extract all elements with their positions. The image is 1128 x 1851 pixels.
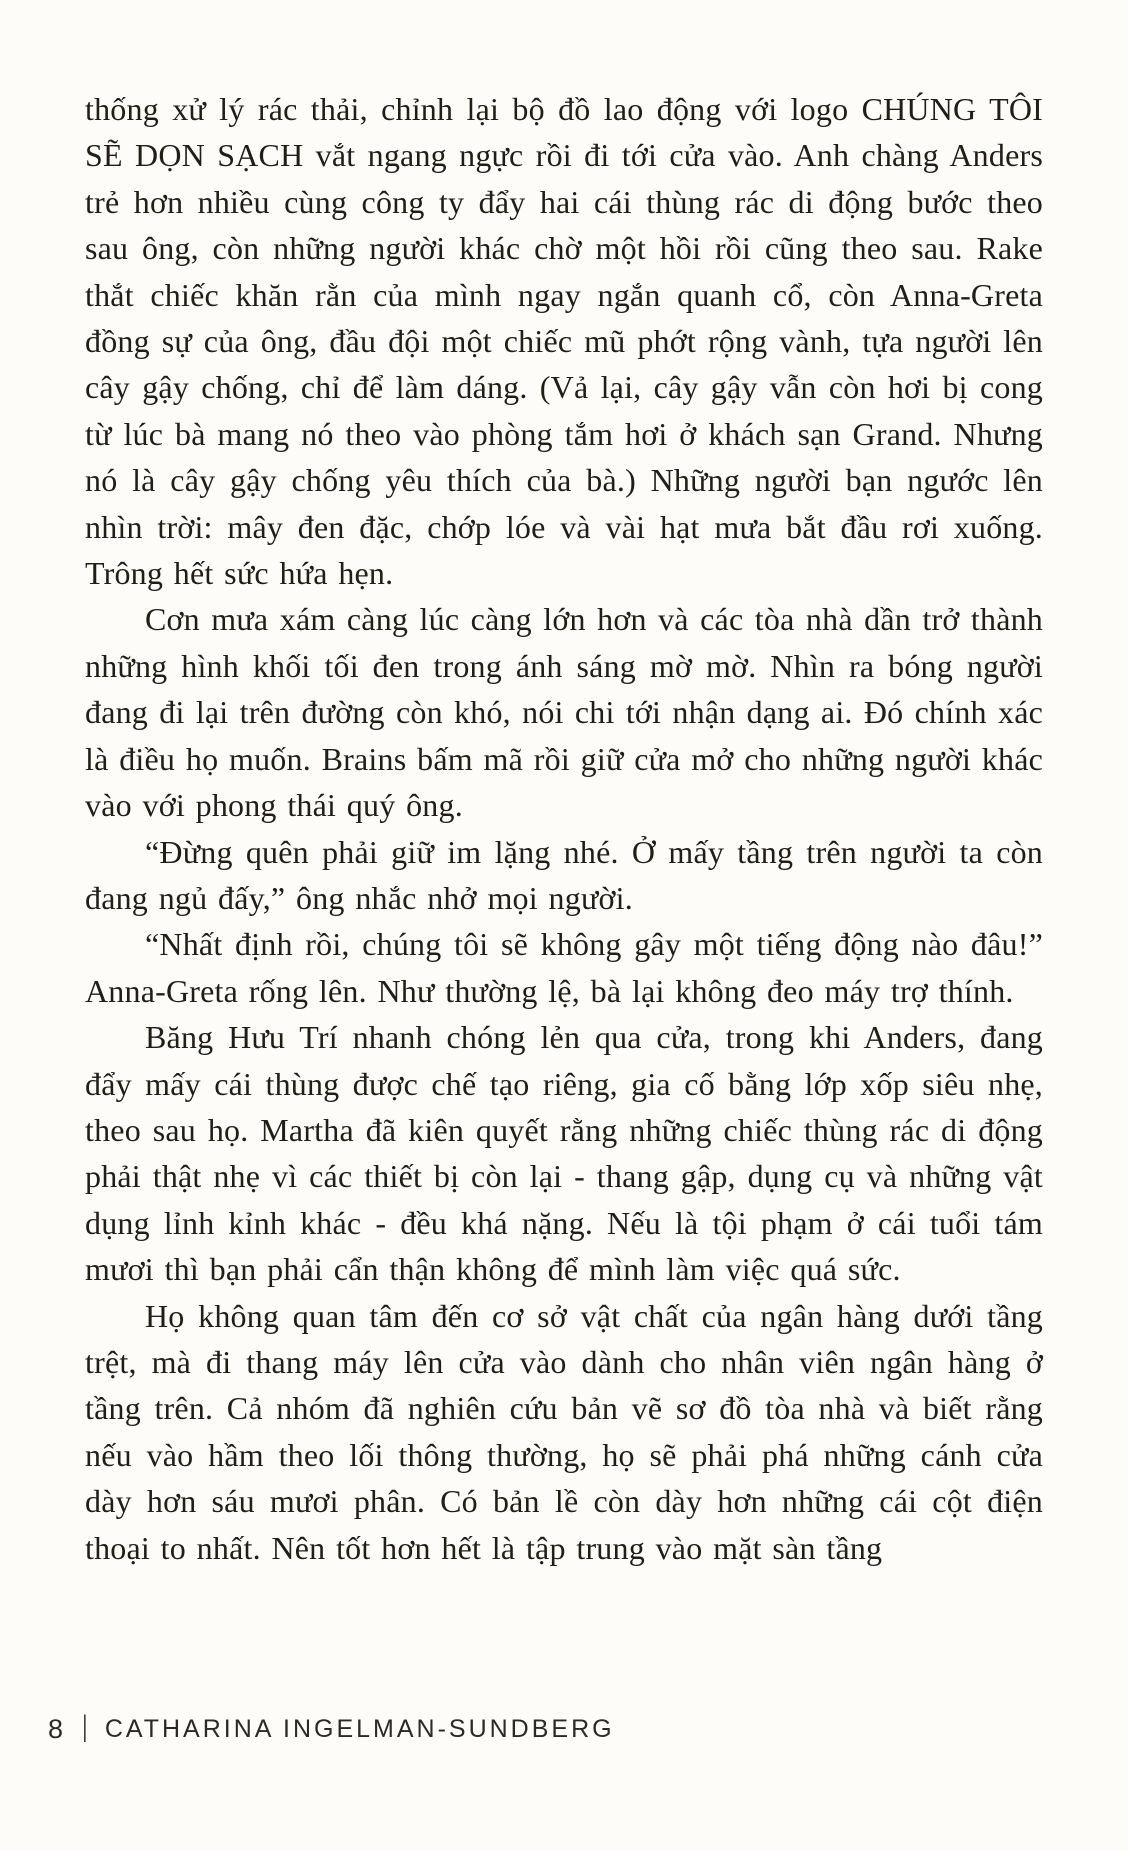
paragraph: Băng Hưu Trí nhanh chóng lẻn qua cửa, trong khi Anders, đang đẩy mấy cái thùng được chế tạo riêng, gia cố bằng lớp xốp siêu nhẹ, theo sau họ. Martha đã kiên quyết rằng những chiếc thùng rác di động phải thật nhẹ vì các thiết bị còn lại - thang gập, dụng cụ và những vật dụng lỉnh kỉnh khác - đều khá nặng. Nếu là tội phạm ở cái tuổi tám mươi thì bạn phải cẩn thận không để mình làm việc quá sức. xyxy=(85,1019,1043,1288)
page-footer xyxy=(48,1712,615,1746)
page-number: 8 xyxy=(48,1714,64,1744)
footer-divider: | xyxy=(82,1710,88,1743)
paragraph: thống xử lý rác thải, chỉnh lại bộ đồ lao động với logo CHÚNG TÔI SẼ DỌN SẠCH vắt ngang ngực rồi đi tới cửa vào. Anh chàng Anders trẻ hơn nhiều cùng công ty đẩy hai cái thùng rác di động bước theo sau ông, còn những người khác chờ một hồi rồi cũng theo sau. Rake thắt chiếc khăn rằn của mình ngay ngắn quanh cổ, còn Anna-Greta đồng sự của ông, đầu đội một chiếc mũ phớt rộng vành, tựa người lên cây gậy chống, chỉ để làm dáng. (Vả lại, cây gậy vẫn còn hơi bị cong từ lúc bà mang nó theo vào phòng tắm hơi ở khách sạn Grand. Nhưng nó là cây gậy chống yêu thích của bà.) Những người bạn ngước lên nhìn trời: mây đen đặc, chớp lóe và vài hạt mưa bắt đầu rơi xuống. Trông hết sức hứa hẹn. xyxy=(85,91,1043,592)
paragraph: “Nhất định rồi, chúng tôi sẽ không gây một tiếng động nào đâu!” Anna-Greta rống lên. Như thường lệ, bà lại không đeo máy trợ thính. xyxy=(85,926,1043,1009)
paragraph: Cơn mưa xám càng lúc càng lớn hơn và các tòa nhà dần trở thành những hình khối tối đen trong ánh sáng mờ mờ. Nhìn ra bóng người đang đi lại trên đường còn khó, nói chi tới nhận dạng ai. Đó chính xác là điều họ muốn. Brains bấm mã rồi giữ cửa mở cho những người khác vào với phong thái quý ông. xyxy=(85,601,1043,824)
paragraph: “Đừng quên phải giữ im lặng nhé. Ở mấy tầng trên người ta còn đang ngủ đấy,” ông nhắc nhở mọi người. xyxy=(85,833,1043,916)
paragraph: Họ không quan tâm đến cơ sở vật chất của ngân hàng dưới tầng trệt, mà đi thang máy lên cửa vào dành cho nhân viên ngân hàng ở tầng trên. Cả nhóm đã nghiên cứu bản vẽ sơ đồ tòa nhà và biết rằng nếu vào hầm theo lối thông thường, họ sẽ phải phá những cánh cửa dày hơn sáu mươi phân. Có bản lề còn dày hơn những cái cột điện thoại to nhất. Nên tốt hơn hết là tập trung vào mặt sàn tầng xyxy=(85,1297,1043,1566)
running-footer-author: CATHARINA INGELMAN-SUNDBERG xyxy=(104,1715,615,1743)
body-text xyxy=(85,86,1043,1571)
